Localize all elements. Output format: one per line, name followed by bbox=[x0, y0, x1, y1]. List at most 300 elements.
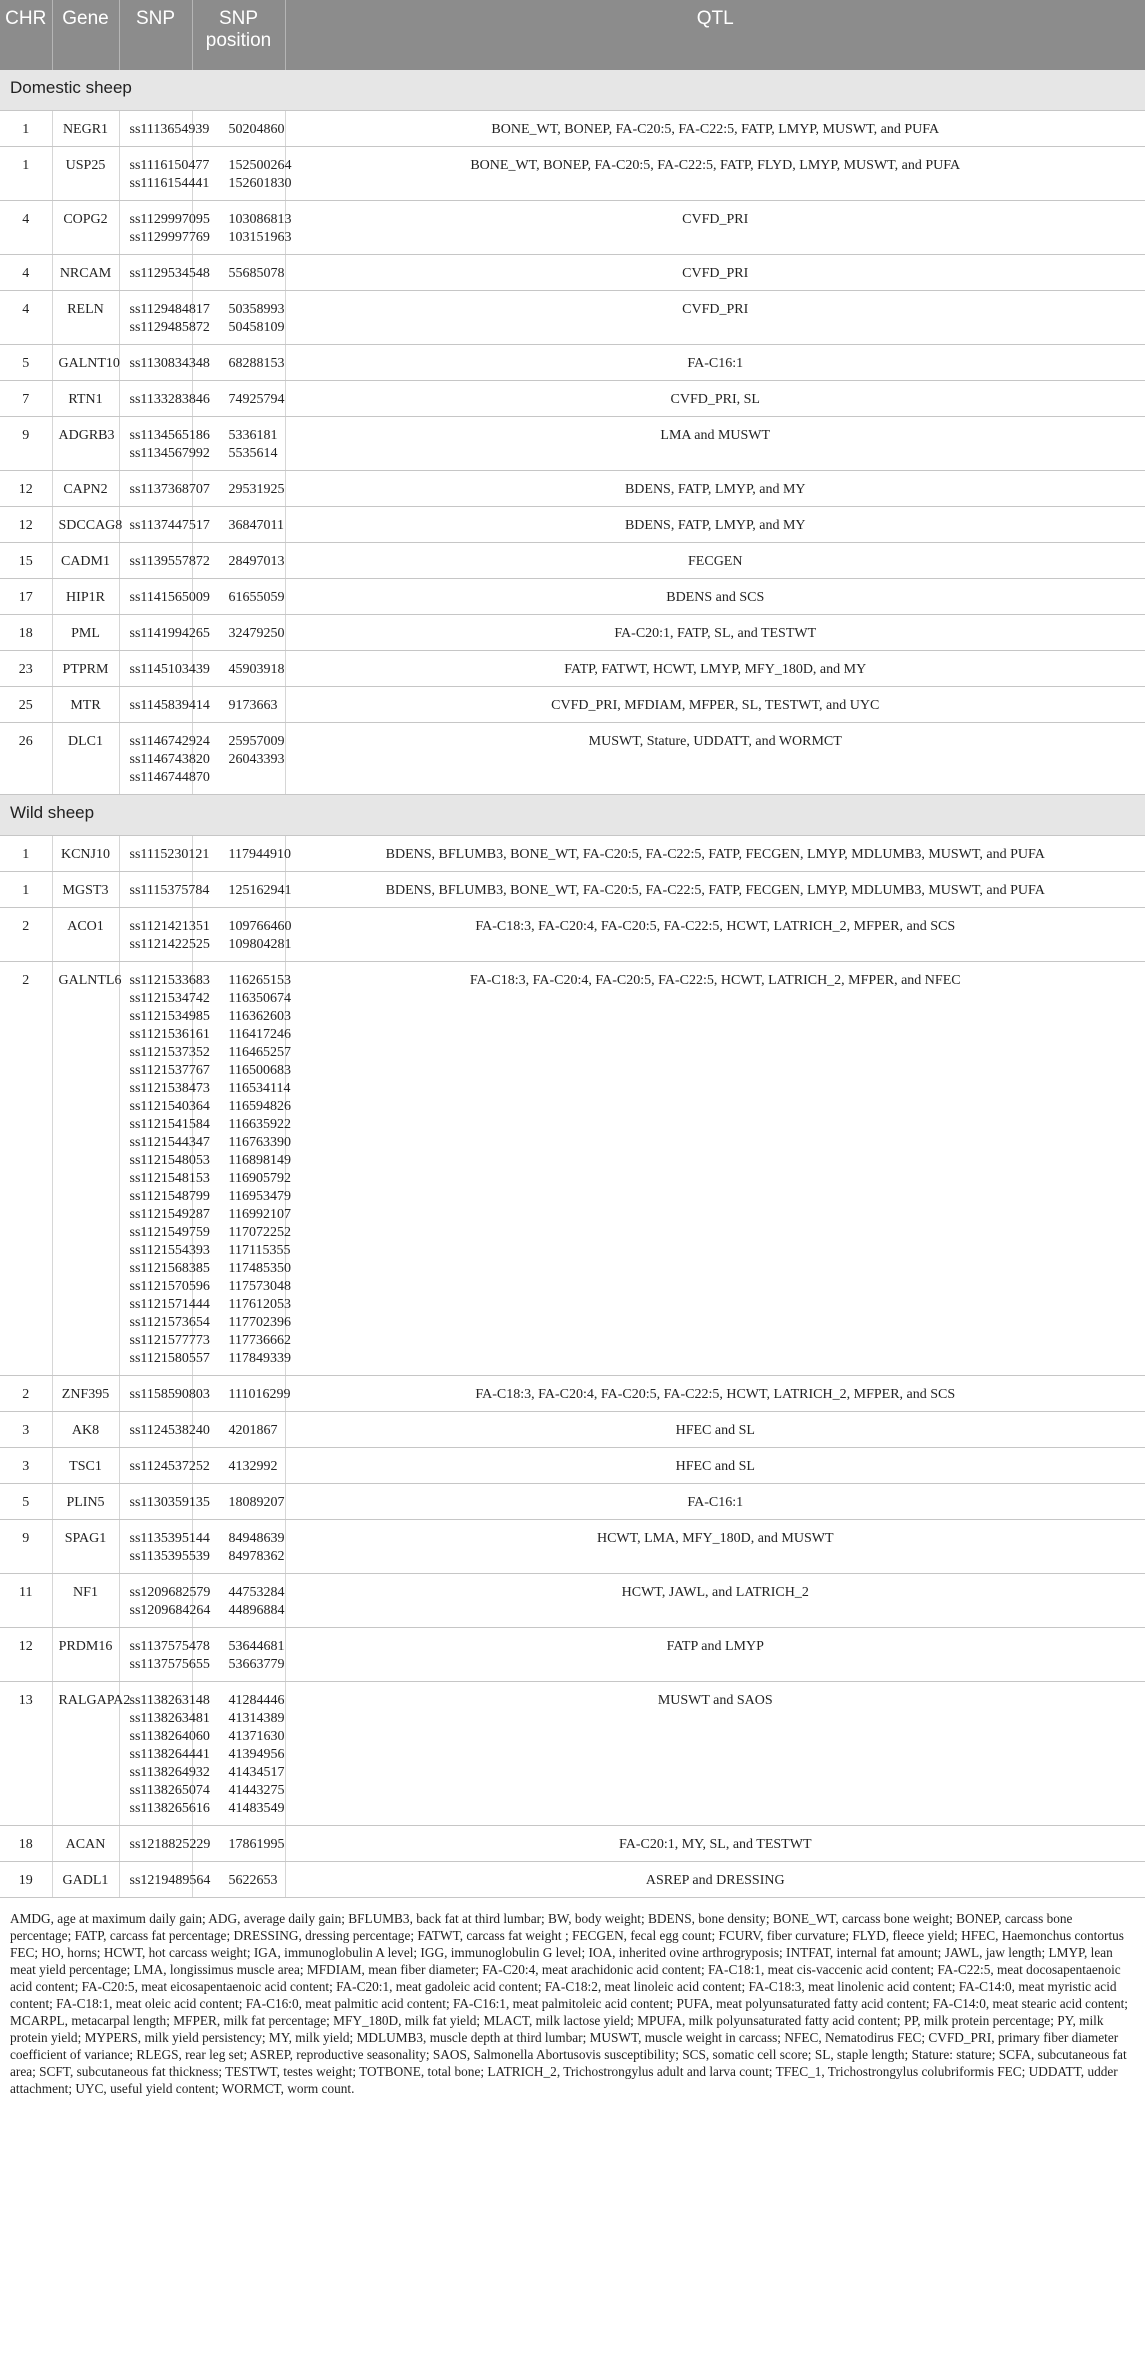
snp-id: ss1115375784 bbox=[129, 883, 210, 898]
snp-id: ss1121421351 bbox=[129, 919, 210, 934]
cell-gene: PML bbox=[52, 615, 119, 651]
cell-qtl: CVFD_PRI, MFDIAM, MFPER, SL, TESTWT, and UYC bbox=[285, 687, 1145, 723]
cell-gene: CAPN2 bbox=[52, 471, 119, 507]
cell-snp bbox=[119, 1862, 211, 1898]
cell-gene: RALGAPA2 bbox=[52, 1682, 119, 1826]
snp-position-value: 53644681 bbox=[228, 1639, 285, 1654]
cell-qtl: CVFD_PRI, SL bbox=[285, 381, 1145, 417]
snp-position-value: 5535614 bbox=[228, 446, 278, 461]
snp-position-value: 117612053 bbox=[228, 1297, 291, 1312]
table-row bbox=[0, 291, 1145, 345]
snp-id: ss1121549287 bbox=[129, 1207, 210, 1222]
cell-snp bbox=[119, 1628, 210, 1682]
snp-position-value: 9173663 bbox=[228, 698, 278, 713]
cell-snp bbox=[119, 111, 210, 147]
snp-position-value: 125162941 bbox=[228, 883, 292, 898]
snp-id: ss1137368707 bbox=[129, 482, 210, 497]
snp-id: ss1121541584 bbox=[129, 1117, 210, 1132]
cell-chr: 12 bbox=[0, 507, 52, 543]
snp-id: ss1138264060 bbox=[129, 1729, 210, 1744]
snp-id: ss1121548799 bbox=[129, 1189, 210, 1204]
cell-gene: USP25 bbox=[52, 147, 119, 201]
table-row bbox=[0, 1628, 1145, 1682]
cell-qtl: CVFD_PRI bbox=[285, 255, 1145, 291]
cell-chr: 2 bbox=[0, 908, 52, 962]
snp-position-value: 18089207 bbox=[228, 1495, 285, 1510]
snp-id: ss1121537767 bbox=[129, 1063, 210, 1078]
cell-snp bbox=[119, 543, 210, 579]
cell-snp bbox=[119, 255, 210, 291]
cell-gene: PRDM16 bbox=[52, 1628, 119, 1682]
snp-position-value: 50204860 bbox=[228, 122, 285, 137]
cell-gene: ACO1 bbox=[52, 908, 119, 962]
cell-gene: TSC1 bbox=[52, 1448, 119, 1484]
snp-position-value: 109766460 bbox=[228, 919, 292, 934]
cell-qtl: FA-C18:3, FA-C20:4, FA-C20:5, FA-C22:5, HCWT, LATRICH_2, MFPER, and SCS bbox=[285, 1376, 1145, 1412]
table-row bbox=[0, 1574, 1145, 1628]
cell-snp bbox=[119, 1826, 211, 1862]
snp-id: ss1141994265 bbox=[129, 626, 210, 641]
cell-gene: HIP1R bbox=[52, 579, 119, 615]
cell-qtl: HFEC and SL bbox=[285, 1448, 1145, 1484]
table-row bbox=[0, 1376, 1145, 1412]
header-snp-position: SNP position bbox=[192, 0, 285, 70]
snp-position-value: 116953479 bbox=[228, 1189, 291, 1204]
table-row bbox=[0, 872, 1145, 908]
snp-id: ss1158590803 bbox=[129, 1387, 210, 1402]
cell-chr: 3 bbox=[0, 1448, 52, 1484]
cell-snp bbox=[119, 291, 210, 345]
table-row bbox=[0, 723, 1145, 795]
table-row bbox=[0, 836, 1145, 872]
snp-position-value: 44753284 bbox=[228, 1585, 285, 1600]
cell-chr: 26 bbox=[0, 723, 52, 795]
cell-gene: COPG2 bbox=[52, 201, 119, 255]
snp-id: ss1121549759 bbox=[129, 1225, 210, 1240]
snp-id: ss1135395539 bbox=[129, 1549, 210, 1564]
snp-position-value: 17861995 bbox=[228, 1837, 285, 1852]
snp-id: ss1141565009 bbox=[129, 590, 210, 605]
cell-chr: 15 bbox=[0, 543, 52, 579]
cell-qtl: BONE_WT, BONEP, FA-C20:5, FA-C22:5, FATP, LMYP, MUSWT, and PUFA bbox=[285, 111, 1145, 147]
cell-chr: 7 bbox=[0, 381, 52, 417]
snp-position-value: 116265153 bbox=[228, 973, 291, 988]
snp-position-value: 44896884 bbox=[228, 1603, 285, 1618]
snp-position-value: 41483549 bbox=[228, 1801, 285, 1816]
snp-id: ss1135395144 bbox=[129, 1531, 210, 1546]
snp-id: ss1121571444 bbox=[129, 1297, 210, 1312]
cell-chr: 4 bbox=[0, 291, 52, 345]
cell-qtl: FA-C18:3, FA-C20:4, FA-C20:5, FA-C22:5, HCWT, LATRICH_2, MFPER, and NFEC bbox=[285, 962, 1145, 1376]
table-row bbox=[0, 345, 1145, 381]
cell-qtl: MUSWT and SAOS bbox=[285, 1682, 1145, 1826]
cell-qtl: CVFD_PRI bbox=[285, 291, 1145, 345]
table-row bbox=[0, 1862, 1145, 1898]
snp-id: ss1121554393 bbox=[129, 1243, 210, 1258]
snp-position-value: 116905792 bbox=[228, 1171, 291, 1186]
snp-id: ss1218825229 bbox=[129, 1837, 211, 1852]
cell-gene: MGST3 bbox=[52, 872, 119, 908]
cell-snp bbox=[119, 1574, 211, 1628]
snp-id: ss1129997095 bbox=[129, 212, 210, 227]
snp-id: ss1130834348 bbox=[129, 356, 210, 371]
snp-id: ss1209684264 bbox=[129, 1603, 211, 1618]
cell-snp bbox=[119, 723, 210, 795]
snp-id: ss1137575478 bbox=[129, 1639, 210, 1654]
snp-id: ss1121534742 bbox=[129, 991, 210, 1006]
snp-id: ss1116154441 bbox=[129, 176, 210, 191]
snp-position-value: 5336181 bbox=[228, 428, 278, 443]
cell-qtl: HCWT, JAWL, and LATRICH_2 bbox=[285, 1574, 1145, 1628]
snp-id: ss1115230121 bbox=[129, 847, 210, 862]
snp-id: ss1145103439 bbox=[129, 662, 210, 677]
snp-position-value: 25957009 bbox=[228, 734, 285, 749]
section-row bbox=[0, 795, 1145, 836]
table-row bbox=[0, 471, 1145, 507]
cell-chr: 18 bbox=[0, 615, 52, 651]
snp-id: ss1121577773 bbox=[129, 1333, 210, 1348]
cell-snp bbox=[119, 345, 210, 381]
snp-position-value: 116992107 bbox=[228, 1207, 291, 1222]
snp-id: ss1129534548 bbox=[129, 266, 210, 281]
cell-snp bbox=[119, 507, 210, 543]
snp-position-value: 117849339 bbox=[228, 1351, 291, 1366]
snp-id: ss1121573654 bbox=[129, 1315, 210, 1330]
cell-snp-position bbox=[192, 201, 292, 255]
snp-id: ss1121534985 bbox=[129, 1009, 210, 1024]
snp-position-value: 116635922 bbox=[228, 1117, 291, 1132]
cell-qtl: FA-C18:3, FA-C20:4, FA-C20:5, FA-C22:5, HCWT, LATRICH_2, MFPER, and SCS bbox=[285, 908, 1145, 962]
cell-chr: 11 bbox=[0, 1574, 52, 1628]
table-row bbox=[0, 381, 1145, 417]
cell-qtl: FECGEN bbox=[285, 543, 1145, 579]
snp-position-value: 116594826 bbox=[228, 1099, 291, 1114]
table-row bbox=[0, 962, 1145, 1376]
snp-position-value: 41434517 bbox=[228, 1765, 285, 1780]
cell-gene: GADL1 bbox=[52, 1862, 119, 1898]
snp-id: ss1138263481 bbox=[129, 1711, 210, 1726]
snp-id: ss1146742924 bbox=[129, 734, 210, 749]
cell-qtl: CVFD_PRI bbox=[285, 201, 1145, 255]
cell-snp bbox=[119, 872, 210, 908]
table-row bbox=[0, 417, 1145, 471]
cell-qtl: BDENS, FATP, LMYP, and MY bbox=[285, 471, 1145, 507]
table-row bbox=[0, 255, 1145, 291]
table-row bbox=[0, 687, 1145, 723]
cell-snp bbox=[119, 1682, 210, 1826]
snp-id: ss1134567992 bbox=[129, 446, 210, 461]
cell-qtl: ASREP and DRESSING bbox=[285, 1862, 1145, 1898]
cell-chr: 17 bbox=[0, 579, 52, 615]
cell-snp-position bbox=[192, 147, 292, 201]
snp-id: ss1129484817 bbox=[129, 302, 210, 317]
snp-id: ss1139557872 bbox=[129, 554, 210, 569]
snp-position-value: 41443275 bbox=[228, 1783, 285, 1798]
snp-id: ss1113654939 bbox=[129, 122, 210, 137]
cell-gene: ACAN bbox=[52, 1826, 119, 1862]
cell-chr: 18 bbox=[0, 1826, 52, 1862]
cell-qtl: MUSWT, Stature, UDDATT, and WORMCT bbox=[285, 723, 1145, 795]
cell-gene: ADGRB3 bbox=[52, 417, 119, 471]
snp-position-value: 84978362 bbox=[228, 1549, 285, 1564]
cell-qtl: BDENS, BFLUMB3, BONE_WT, FA-C20:5, FA-C22:5, FATP, FECGEN, LMYP, MDLUMB3, MUSWT, and PUFA bbox=[285, 872, 1145, 908]
snp-position-value: 5622653 bbox=[228, 1873, 278, 1888]
cell-gene: NF1 bbox=[52, 1574, 119, 1628]
snp-position-value: 116350674 bbox=[228, 991, 291, 1006]
snp-id: ss1138265616 bbox=[129, 1801, 210, 1816]
cell-qtl: HFEC and SL bbox=[285, 1412, 1145, 1448]
snp-id: ss1129485872 bbox=[129, 320, 210, 335]
section-title: Domestic sheep bbox=[0, 70, 1145, 111]
cell-snp bbox=[119, 147, 210, 201]
snp-position-value: 117485350 bbox=[228, 1261, 291, 1276]
snp-id: ss1121570596 bbox=[129, 1279, 210, 1294]
table-row bbox=[0, 908, 1145, 962]
table-row bbox=[0, 615, 1145, 651]
cell-qtl: FA-C16:1 bbox=[285, 1484, 1145, 1520]
cell-chr: 9 bbox=[0, 417, 52, 471]
cell-chr: 1 bbox=[0, 872, 52, 908]
snp-position-value: 41314389 bbox=[228, 1711, 285, 1726]
cell-gene: MTR bbox=[52, 687, 119, 723]
snp-position-value: 116898149 bbox=[228, 1153, 291, 1168]
snp-id: ss1121533683 bbox=[129, 973, 210, 988]
snp-id: ss1219489564 bbox=[129, 1873, 211, 1888]
snp-id: ss1138263148 bbox=[129, 1693, 210, 1708]
snp-position-value: 4201867 bbox=[228, 1423, 278, 1438]
snp-position-value: 117736662 bbox=[228, 1333, 291, 1348]
snp-id: ss1138264441 bbox=[129, 1747, 210, 1762]
snp-position-value: 74925794 bbox=[228, 392, 285, 407]
cell-chr: 5 bbox=[0, 1484, 52, 1520]
snp-position-value: 26043393 bbox=[228, 752, 285, 767]
cell-chr: 12 bbox=[0, 471, 52, 507]
cell-chr: 19 bbox=[0, 1862, 52, 1898]
cell-snp bbox=[119, 1484, 210, 1520]
snp-position-value: 50358993 bbox=[228, 302, 285, 317]
cell-gene: NRCAM bbox=[52, 255, 119, 291]
snp-id: ss1121548053 bbox=[129, 1153, 210, 1168]
snp-position-value: 53663779 bbox=[228, 1657, 285, 1672]
snp-id: ss1209682579 bbox=[129, 1585, 211, 1600]
cell-gene: AK8 bbox=[52, 1412, 119, 1448]
snp-id: ss1137447517 bbox=[129, 518, 210, 533]
snp-id: ss1138265074 bbox=[129, 1783, 210, 1798]
cell-gene: GALNT10 bbox=[52, 345, 119, 381]
cell-chr: 1 bbox=[0, 147, 52, 201]
cell-gene: SPAG1 bbox=[52, 1520, 119, 1574]
cell-snp bbox=[119, 687, 210, 723]
table-row bbox=[0, 111, 1145, 147]
header-snp: SNP bbox=[119, 0, 192, 70]
snp-position-value: 117702396 bbox=[228, 1315, 291, 1330]
cell-chr: 25 bbox=[0, 687, 52, 723]
snp-position-value: 103086813 bbox=[228, 212, 292, 227]
snp-position-value: 41394956 bbox=[228, 1747, 285, 1762]
cell-gene: PLIN5 bbox=[52, 1484, 119, 1520]
cell-qtl: BDENS and SCS bbox=[285, 579, 1145, 615]
snp-position-value: 32479250 bbox=[228, 626, 285, 641]
snp-id: ss1121568385 bbox=[129, 1261, 210, 1276]
snp-position-value: 61655059 bbox=[228, 590, 285, 605]
cell-qtl: BONE_WT, BONEP, FA-C20:5, FA-C22:5, FATP, FLYD, LMYP, MUSWT, and PUFA bbox=[285, 147, 1145, 201]
section-row bbox=[0, 70, 1145, 111]
snp-position-value: 84948639 bbox=[228, 1531, 285, 1546]
cell-chr: 2 bbox=[0, 962, 52, 1376]
cell-qtl: FA-C20:1, MY, SL, and TESTWT bbox=[285, 1826, 1145, 1862]
snp-id: ss1121580557 bbox=[129, 1351, 210, 1366]
cell-chr: 1 bbox=[0, 836, 52, 872]
snp-id: ss1124537252 bbox=[129, 1459, 210, 1474]
snp-id: ss1121537352 bbox=[129, 1045, 210, 1060]
cell-gene: KCNJ10 bbox=[52, 836, 119, 872]
snp-id: ss1121544347 bbox=[129, 1135, 210, 1150]
snp-position-value: 28497013 bbox=[228, 554, 285, 569]
cell-chr: 23 bbox=[0, 651, 52, 687]
cell-gene: DLC1 bbox=[52, 723, 119, 795]
cell-qtl: BDENS, FATP, LMYP, and MY bbox=[285, 507, 1145, 543]
snp-id: ss1134565186 bbox=[129, 428, 210, 443]
snp-position-value: 117115355 bbox=[228, 1243, 291, 1258]
cell-snp-position bbox=[192, 1628, 285, 1682]
snp-id: ss1121422525 bbox=[129, 937, 210, 952]
cell-chr: 9 bbox=[0, 1520, 52, 1574]
cell-qtl: FA-C16:1 bbox=[285, 345, 1145, 381]
cell-snp bbox=[119, 417, 210, 471]
cell-qtl: LMA and MUSWT bbox=[285, 417, 1145, 471]
table-row bbox=[0, 1826, 1145, 1862]
snp-id: ss1138264932 bbox=[129, 1765, 210, 1780]
table-header bbox=[0, 0, 1145, 70]
cell-chr: 3 bbox=[0, 1412, 52, 1448]
table-row bbox=[0, 1448, 1145, 1484]
header-gene: Gene bbox=[52, 0, 119, 70]
cell-snp bbox=[119, 471, 210, 507]
snp-id: ss1130359135 bbox=[129, 1495, 210, 1510]
snp-position-value: 116417246 bbox=[228, 1027, 291, 1042]
cell-snp bbox=[119, 1520, 210, 1574]
table-row bbox=[0, 147, 1145, 201]
snp-position-value: 111016299 bbox=[228, 1387, 291, 1402]
cell-gene: GALNTL6 bbox=[52, 962, 119, 1376]
snp-position-value: 116763390 bbox=[228, 1135, 291, 1150]
snp-position-value: 55685078 bbox=[228, 266, 285, 281]
footnote: AMDG, age at maximum daily gain; ADG, average daily gain; BFLUMB3, back fat at third lumbar; BW, body weight; BDENS, bone density; BONE_WT, carcass bone weight; BONEP, carcass bone percentage; FATP, carcass fat percentage; DRESSING, dressing percentage; FATWT, carcass fat weight ; FECGEN, fecal egg count; FCURV, fiber curvature; FLYD, fleece yield; HFEC, Haemonchus contortus FEC; HO, horns; HCWT, hot carcass weight; IGA, immunoglobulin A level; IGG, immunoglobulin G level; IOA, inherited ovine arthrogryposis; INTFAT, internal fat amount; JAWL, jaw length; LMYP, lean meat yield percentage; LMA, longissimus muscle area; MFDIAM, mean fiber diameter; FA-C20:4, meat arachidonic acid content; FA-C18:1, meat cis-vaccenic acid content; FA-C22:5, meat docosapentaenoic acid content; FA-C20:5, meat eicosapentaenoic acid content; FA-C20:1, meat gadoleic acid content; FA-C18:2, meat linoleic acid content; FA-C18:3, meat linolenic acid content; FA-C14:0, meat myristic acid content; FA-C18:1, meat oleic acid content; FA-C16:0, meat palmitic acid content; FA-C16:1, meat palmitoleic acid content; PUFA, meat polyunsaturated fatty acid content; FA-C14:0, meat stearic acid content; MCARPL, metacarpal length; MFPER, milk fat percentage; MFY_180D, milk fat yield; MLACT, milk lactose yield; MPUFA, milk polyunsaturated fatty acid content; PP, milk protein percentage; PY, milk protein yield; MYPERS, milk yield persistency; MY, milk yield; MDLUMB3, muscle depth at third lumbar; MUSWT, muscle weight in carcass; NFEC, Nematodirus FEC; CVFD_PRI, primary fiber diameter coefficient of variance; RLEGS, rear leg set; ASREP, reproductive seasonality; SAOS, Salmonella Abortusovis susceptibility; SCS, somatic cell score; SL, staple length; Stature: stature; SCFA, subcutaneous fat area; SCFT, subcutaneous fat thickness; TESTWT, testes weight; TOTBONE, total bone; LATRICH_2, Trichostrongylus adult and larva count; TFEC_1, Trichostrongylus colubriformis FEC; UDDATT, udder attachment; UYC, useful yield content; WORMCT, worm count. bbox=[10, 1911, 1128, 2096]
snp-id: ss1146743820 bbox=[129, 752, 210, 767]
snp-position-value: 116534114 bbox=[228, 1081, 291, 1096]
cell-snp bbox=[119, 615, 210, 651]
cell-snp bbox=[119, 381, 210, 417]
snp-id: ss1116150477 bbox=[129, 158, 210, 173]
cell-snp bbox=[119, 908, 210, 962]
snp-id: ss1133283846 bbox=[129, 392, 210, 407]
snp-id: ss1145839414 bbox=[129, 698, 210, 713]
snp-position-value: 41284446 bbox=[228, 1693, 285, 1708]
header-chr: CHR bbox=[0, 0, 52, 70]
cell-snp bbox=[119, 1448, 210, 1484]
table-row bbox=[0, 543, 1145, 579]
cell-chr: 5 bbox=[0, 345, 52, 381]
cell-gene: CADM1 bbox=[52, 543, 119, 579]
snp-position-value: 109804281 bbox=[228, 937, 292, 952]
cell-snp bbox=[119, 579, 210, 615]
snp-position-value: 117573048 bbox=[228, 1279, 291, 1294]
cell-chr: 12 bbox=[0, 1628, 52, 1682]
snp-id: ss1124538240 bbox=[129, 1423, 210, 1438]
snp-id: ss1121536161 bbox=[129, 1027, 210, 1042]
cell-snp bbox=[119, 1412, 210, 1448]
table-row bbox=[0, 1412, 1145, 1448]
snp-position-value: 29531925 bbox=[228, 482, 285, 497]
snp-id: ss1121548153 bbox=[129, 1171, 210, 1186]
table-row bbox=[0, 1682, 1145, 1826]
cell-gene: SDCCAG8 bbox=[52, 507, 119, 543]
cell-snp bbox=[119, 651, 210, 687]
cell-snp-position bbox=[192, 1520, 285, 1574]
cell-snp bbox=[119, 836, 210, 872]
snp-position-value: 36847011 bbox=[228, 518, 284, 533]
cell-gene: ZNF395 bbox=[52, 1376, 119, 1412]
table-body bbox=[0, 70, 1145, 1898]
table-row bbox=[0, 651, 1145, 687]
snp-id: ss1121540364 bbox=[129, 1099, 210, 1114]
snp-id: ss1129997769 bbox=[129, 230, 210, 245]
cell-chr: 2 bbox=[0, 1376, 52, 1412]
snp-id: ss1146744870 bbox=[129, 770, 210, 785]
table-row bbox=[0, 579, 1145, 615]
snp-position-value: 152500264 bbox=[228, 158, 292, 173]
snp-position-value: 152601830 bbox=[228, 176, 292, 191]
cell-snp-position bbox=[192, 291, 285, 345]
snp-position-value: 45903918 bbox=[228, 662, 285, 677]
cell-qtl: FATP, FATWT, HCWT, LMYP, MFY_180D, and MY bbox=[285, 651, 1145, 687]
snp-position-value: 4132992 bbox=[228, 1459, 278, 1474]
cell-qtl: FA-C20:1, FATP, SL, and TESTWT bbox=[285, 615, 1145, 651]
cell-chr: 1 bbox=[0, 111, 52, 147]
cell-qtl: HCWT, LMA, MFY_180D, and MUSWT bbox=[285, 1520, 1145, 1574]
cell-gene: PTPRM bbox=[52, 651, 119, 687]
cell-gene: NEGR1 bbox=[52, 111, 119, 147]
table-row bbox=[0, 201, 1145, 255]
cell-qtl: FATP and LMYP bbox=[285, 1628, 1145, 1682]
cell-snp bbox=[119, 201, 210, 255]
table-row bbox=[0, 1484, 1145, 1520]
snp-position-value: 41371630 bbox=[228, 1729, 285, 1744]
snp-position-value: 68288153 bbox=[228, 356, 285, 371]
snp-position-value: 103151963 bbox=[228, 230, 292, 245]
cell-snp bbox=[119, 1376, 210, 1412]
cell-snp-position bbox=[192, 908, 292, 962]
cell-chr: 4 bbox=[0, 255, 52, 291]
header-qtl: QTL bbox=[285, 0, 1145, 70]
table-row bbox=[0, 507, 1145, 543]
table-row bbox=[0, 1520, 1145, 1574]
snp-position-value: 50458109 bbox=[228, 320, 285, 335]
cell-snp-position bbox=[192, 417, 285, 471]
section-title: Wild sheep bbox=[0, 795, 1145, 836]
cell-chr: 13 bbox=[0, 1682, 52, 1826]
cell-snp-position bbox=[192, 1574, 285, 1628]
cell-chr: 4 bbox=[0, 201, 52, 255]
snp-id: ss1137575655 bbox=[129, 1657, 210, 1672]
cell-gene: RTN1 bbox=[52, 381, 119, 417]
snp-position-value: 117944910 bbox=[228, 847, 291, 862]
cell-gene: RELN bbox=[52, 291, 119, 345]
cell-snp bbox=[119, 962, 210, 1376]
snp-position-value: 116465257 bbox=[228, 1045, 291, 1060]
cell-qtl: BDENS, BFLUMB3, BONE_WT, FA-C20:5, FA-C22:5, FATP, FECGEN, LMYP, MDLUMB3, MUSWT, and PUFA bbox=[285, 836, 1145, 872]
snp-position-value: 116362603 bbox=[228, 1009, 291, 1024]
